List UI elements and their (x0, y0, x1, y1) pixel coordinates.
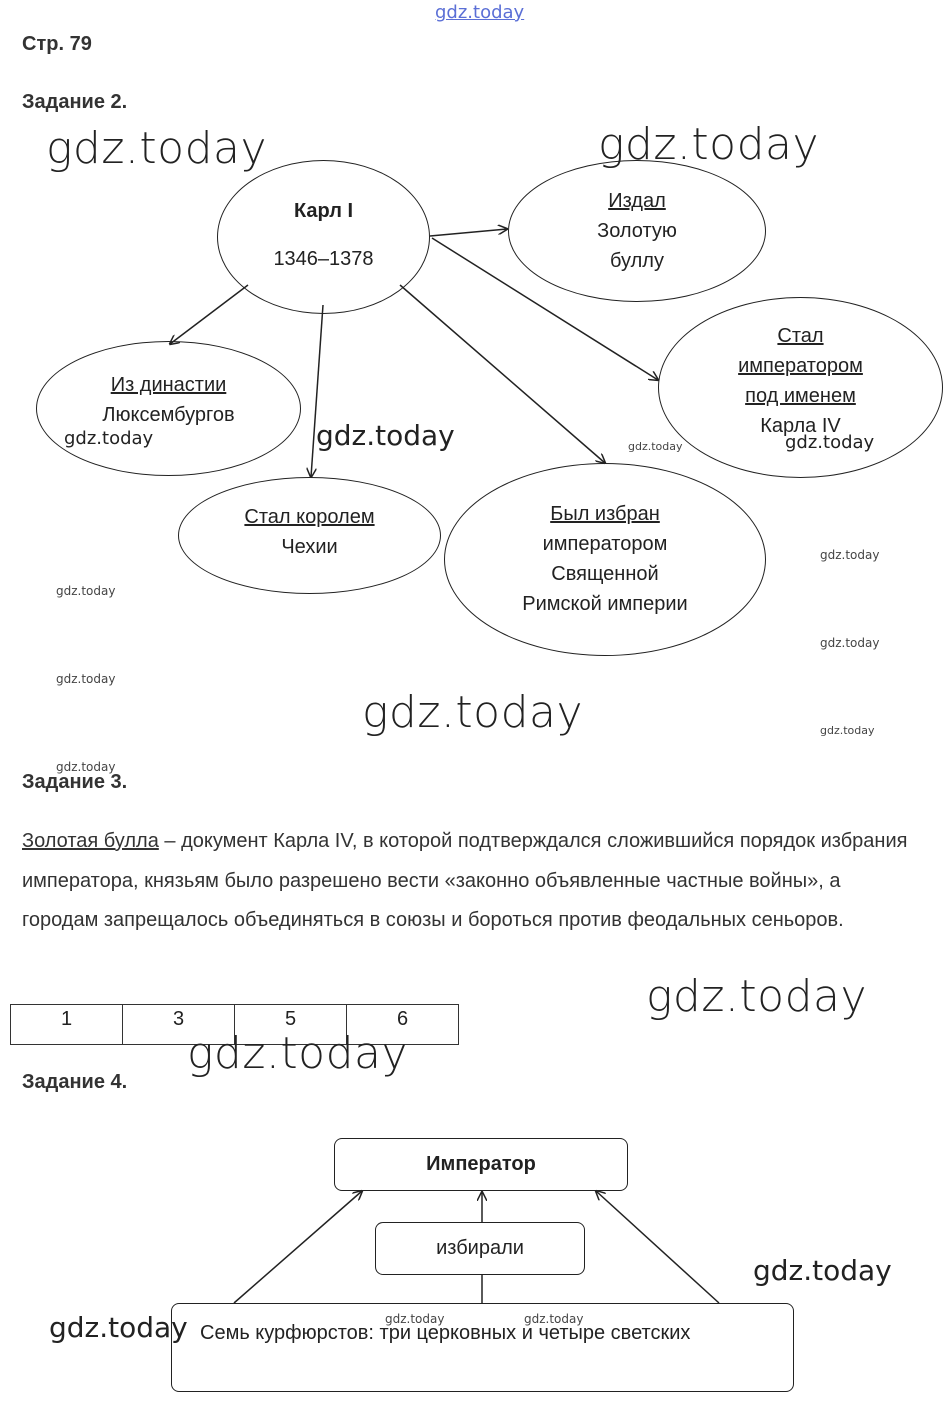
watermark: gdz.today (820, 724, 875, 737)
answer-cell: 1 (11, 1005, 123, 1045)
center-ellipse (217, 160, 430, 314)
node-elected-text (444, 499, 766, 619)
node-emperor-text (658, 321, 943, 441)
node-dynasty-underlined: Из династии (110, 374, 227, 396)
node-izdal-underlined: Издал (608, 190, 666, 212)
watermark: gdz.today (187, 1028, 409, 1079)
watermark: gdz.today (316, 419, 455, 452)
answer-cell: 3 (123, 1005, 235, 1045)
emperor-box: Император (334, 1138, 628, 1191)
arrow-to-dynasty (170, 285, 248, 344)
node-king-underlined: Стал королем (244, 506, 375, 528)
task3-term: Золотая булла (22, 830, 159, 852)
answer-cell: 6 (347, 1005, 459, 1045)
watermark: gdz.today (785, 432, 875, 453)
node-emperor-rest: Карла IV (760, 415, 841, 437)
elected-box: избирали (375, 1222, 585, 1275)
top-watermark: gdz.today (435, 2, 525, 23)
arrow-right-to-emperor (596, 1191, 719, 1303)
page-label: Стр. 79 (22, 33, 92, 55)
watermark: gdz.today (49, 1311, 188, 1344)
node-king-text (178, 502, 441, 562)
center-title: Карл I (293, 200, 354, 222)
node-izdal-rest: Золотую буллу (597, 220, 677, 272)
watermark: gdz.today (56, 672, 116, 686)
watermark: gdz.today (524, 1312, 584, 1326)
electors-text: Семь курфюрстов: три церковных и четыре светских (200, 1322, 691, 1344)
node-emperor-underlined: Стал императором под именем (738, 325, 863, 407)
answer-cell: 5 (235, 1005, 347, 1045)
watermark: gdz.today (820, 636, 880, 650)
task2-heading: Задание 2. (22, 91, 128, 113)
watermark: gdz.today (56, 584, 116, 598)
node-elected-rest: императором Священной Римской империи (522, 533, 688, 615)
node-izdal-text (508, 186, 766, 276)
node-elected-underlined: Был избран (550, 503, 660, 525)
electors-box (171, 1303, 794, 1392)
task3-definition: – документ Карла IV, в которой подтверждался сложившийся порядок избрания императора, князьям было разрешено вести «законно объявленные частные войны», а городам запрещалось объединяться в союзы и бороться против феодальных сеньоров. (22, 830, 908, 931)
arrow-to-izdal (430, 229, 507, 236)
task3-paragraph (22, 822, 922, 941)
watermark: gdz.today (820, 548, 880, 562)
watermark: gdz.today (598, 119, 820, 170)
task4-heading: Задание 4. (22, 1071, 128, 1093)
watermark: gdz.today (46, 123, 268, 174)
watermark: gdz.today (628, 440, 683, 453)
node-dynasty-rest: Люксембургов (102, 404, 235, 426)
node-dynasty-text (36, 370, 301, 430)
watermark: gdz.today (646, 971, 868, 1022)
node-king-rest: Чехии (281, 536, 338, 558)
arrow-left-to-emperor (234, 1191, 362, 1303)
watermark: gdz.today (753, 1254, 892, 1287)
center-years: 1346–1378 (273, 248, 374, 270)
watermark: gdz.today (385, 1312, 445, 1326)
watermark: gdz.today (362, 687, 584, 738)
watermark: gdz.today (56, 760, 116, 774)
watermark: gdz.today (64, 428, 154, 449)
task3-heading: Задание 3. (22, 771, 128, 793)
